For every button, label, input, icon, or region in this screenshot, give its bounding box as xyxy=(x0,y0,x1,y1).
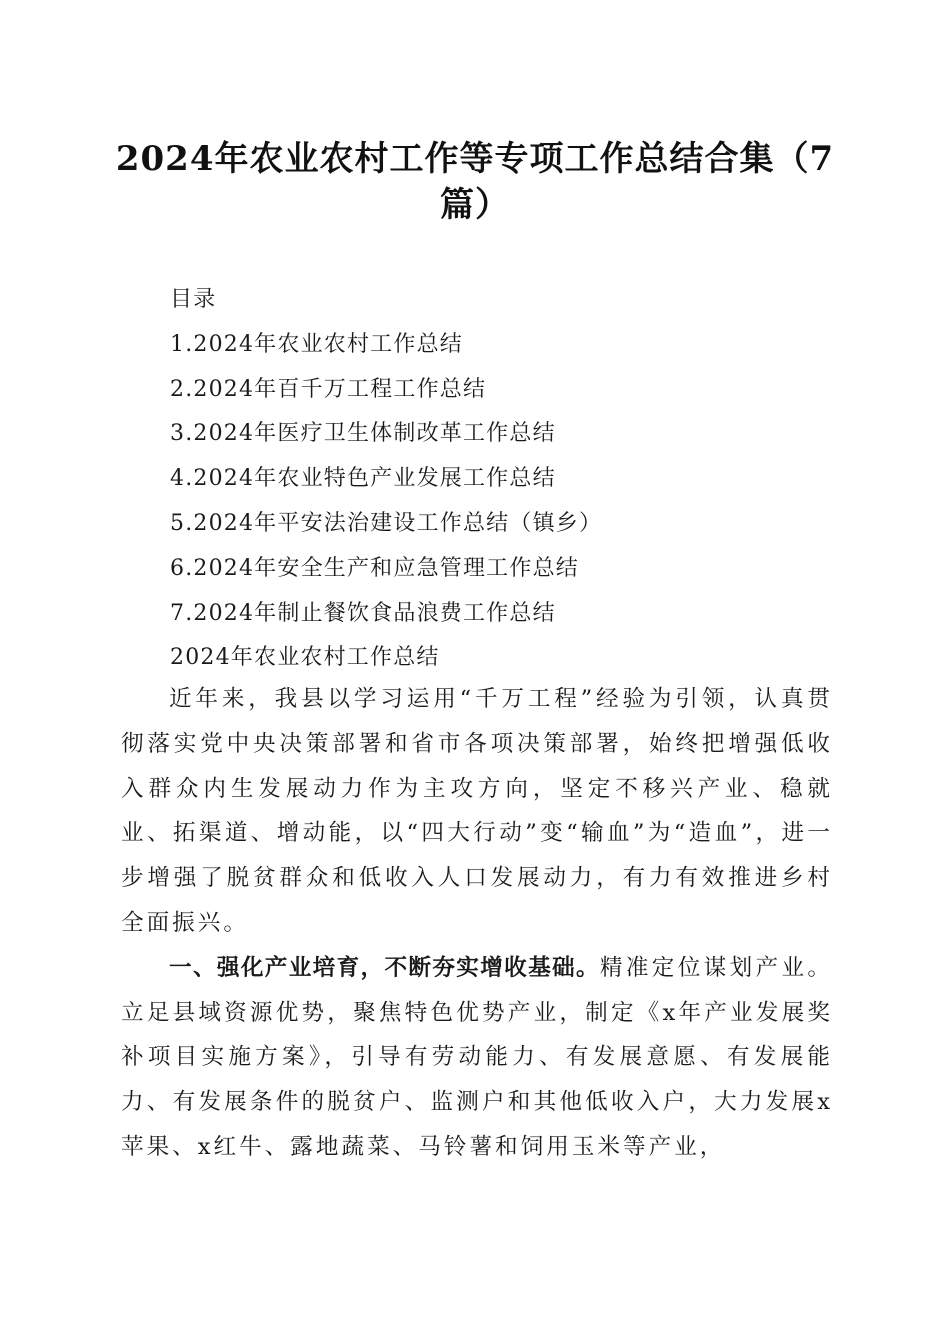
toc-item: 4.2024年农业特色产业发展工作总结 xyxy=(170,466,556,492)
toc-item: 3.2024年医疗卫生体制改革工作总结 xyxy=(170,421,556,447)
paragraph-body: 精准定位谋划产业。立足县域资源优势，聚焦特色优势产业，制定《x年产业发展奖补项目实施方案》，引导有劳动能力、有发展意愿、有发展能力、有发展条件的脱贫户、监测户和其他低收入户，大力发展x苹果、x红牛、露地蔬菜、马铃薯和饲用玉米等产业， xyxy=(121,954,834,1160)
document-title: 2024年农业农村工作等专项工作总结合集（7篇） xyxy=(115,139,835,225)
toc-item: 6.2024年安全生产和应急管理工作总结 xyxy=(170,555,579,581)
paragraph-section-one xyxy=(121,946,833,1170)
toc-item: 5.2024年平安法治建设工作总结（镇乡） xyxy=(170,510,603,536)
toc-heading: 目录 xyxy=(170,287,217,312)
table-of-contents xyxy=(170,278,850,681)
paragraph-lead-heading: 一、强化产业培育，不断夯实增收基础。 xyxy=(169,954,600,981)
paragraph-intro: 近年来，我县以学习运用“千万工程”经验为引领，认真贯彻落实党中央决策部署和省市各项决策部署，始终把增强低收入群众内生发展动力作为主攻方向，坚定不移兴产业、稳就业、拓渠道、增动能，以“四大行动”变“输血”为“造血”，进一步增强了脱贫群众和低收入人口发展动力，有力有效推进乡村全面振兴。 xyxy=(121,686,833,936)
toc-item: 2.2024年百千万工程工作总结 xyxy=(170,376,487,402)
toc-item: 1.2024年农业农村工作总结 xyxy=(170,331,463,357)
section-title: 2024年农业农村工作总结 xyxy=(170,645,440,671)
body-text xyxy=(121,677,833,1170)
toc-item: 7.2024年制止餐饮食品浪费工作总结 xyxy=(170,600,556,626)
